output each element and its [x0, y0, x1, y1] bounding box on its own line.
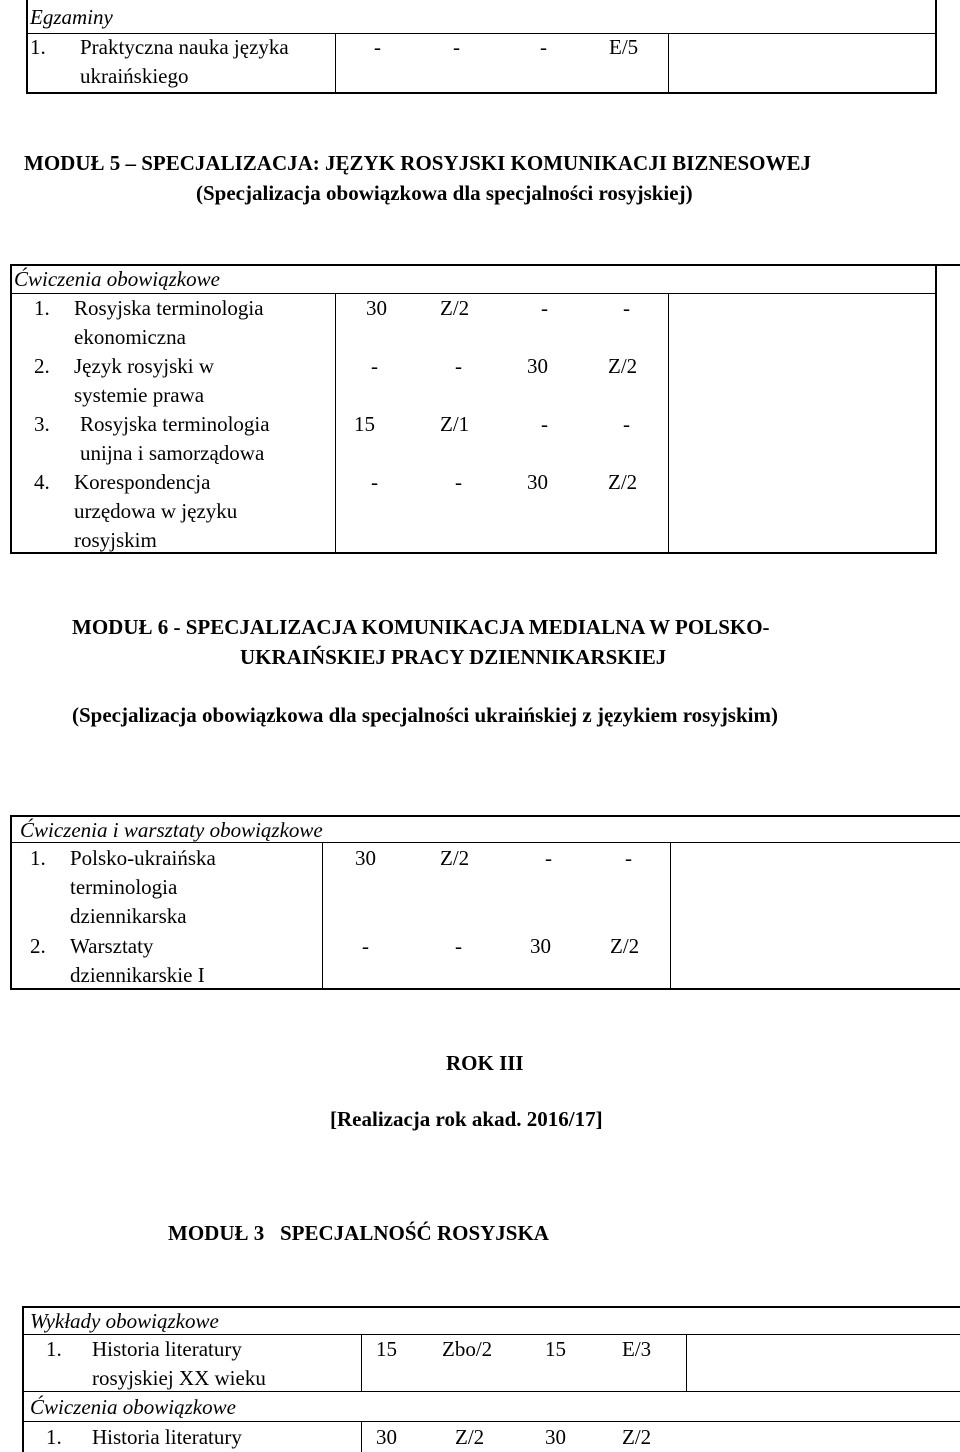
modul6-title-cont: UKRAIŃSKIEJ PRACY DZIENNIKARSKIEJ [240, 645, 667, 669]
col-3: 30 [545, 1425, 566, 1449]
col-4: Z/2 [608, 470, 638, 494]
year-title: ROK III [446, 1051, 524, 1075]
modul5-subtitle: (Specjalizacja obowiązkowa dla specjalności rosyjskiej) [196, 181, 693, 205]
col-4: Z/2 [610, 934, 640, 958]
course-name-cont: dziennikarskie I [70, 963, 205, 987]
col-1: - [374, 35, 381, 59]
col-2: - [455, 934, 462, 958]
modul6-subtitle: (Specjalizacja obowiązkowa dla specjalności ukraińskiej z językiem rosyjskim) [72, 703, 778, 727]
col-1: 30 [376, 1425, 397, 1449]
course-name: Rosyjska terminologia [80, 412, 270, 436]
course-name-cont: rosyjskiej XX wieku [92, 1366, 266, 1390]
row-number: 1. [46, 1337, 62, 1361]
col-3: - [541, 296, 548, 320]
col-2: - [453, 35, 460, 59]
modul6-title: MODUŁ 6 - SPECJALIZACJA KOMUNIKACJA MEDIALNA W POLSKO- [72, 615, 770, 639]
col-1: - [371, 470, 378, 494]
col-3: - [541, 412, 548, 436]
row-number: 2. [30, 934, 46, 958]
course-name-cont: urzędowa w języku [74, 499, 238, 523]
col-3: 30 [527, 470, 548, 494]
course-name: Praktyczna nauka języka [80, 35, 289, 59]
col-4: Z/2 [608, 354, 638, 378]
col-2: Zbo/2 [442, 1337, 493, 1361]
col-2: Z/2 [440, 846, 470, 870]
cwiczenia-header: Ćwiczenia obowiązkowe [30, 1395, 236, 1419]
col-4: E/3 [622, 1337, 652, 1361]
row-number: 3. [34, 412, 50, 436]
egzaminy-header: Egzaminy [30, 5, 113, 29]
row-number: 4. [34, 470, 50, 494]
course-name: Rosyjska terminologia [74, 296, 264, 320]
course-name-cont: systemie prawa [74, 383, 205, 407]
col-4: - [625, 846, 632, 870]
modul6-table-header: Ćwiczenia i warsztaty obowiązkowe [20, 818, 323, 842]
row-number: 1. [46, 1425, 62, 1449]
col-4: Z/2 [622, 1425, 652, 1449]
realization-note: [Realizacja rok akad. 2016/17] [330, 1107, 603, 1131]
col-1: 15 [354, 412, 375, 436]
col-3: - [540, 35, 547, 59]
col-1: - [362, 934, 369, 958]
course-name-cont: dziennikarska [70, 904, 187, 928]
course-name: Korespondencja [74, 470, 211, 494]
row-number: 1. [34, 296, 50, 320]
course-name: Polsko-ukraińska [70, 846, 216, 870]
col-4: - [623, 412, 630, 436]
course-name-cont: rosyjskim [74, 528, 157, 552]
col-3: 15 [545, 1337, 566, 1361]
modul3-title: MODUŁ 3 SPECJALNOŚĆ ROSYJSKA [168, 1221, 549, 1245]
modul5-table-header: Ćwiczenia obowiązkowe [14, 267, 220, 291]
modul5-title: MODUŁ 5 – SPECJALIZACJA: JĘZYK ROSYJSKI KOMUNIKACJI BIZNESOWEJ [24, 151, 812, 175]
course-name: Język rosyjski w [74, 354, 214, 378]
col-1: 30 [355, 846, 376, 870]
wyklady-header: Wykłady obowiązkowe [30, 1309, 219, 1333]
col-2: Z/2 [440, 296, 470, 320]
col-3: 30 [527, 354, 548, 378]
row-number: 2. [34, 354, 50, 378]
col-2: - [455, 354, 462, 378]
col-3: 30 [530, 934, 551, 958]
col-1: 15 [376, 1337, 397, 1361]
course-name-cont: unijna i samorządowa [80, 441, 265, 465]
col-2: Z/1 [440, 412, 470, 436]
course-name: Warsztaty [70, 934, 154, 958]
col-2: - [455, 470, 462, 494]
course-name-cont: ekonomiczna [74, 325, 186, 349]
row-number: 1. [30, 846, 46, 870]
course-name: Historia literatury [92, 1425, 242, 1449]
col-1: - [371, 354, 378, 378]
course-name-cont: ukraińskiego [80, 64, 189, 88]
col-4: - [623, 296, 630, 320]
col-2: Z/2 [455, 1425, 485, 1449]
row-number: 1. [30, 35, 46, 59]
col-3: - [545, 846, 552, 870]
course-name-cont: terminologia [70, 875, 178, 899]
col-1: 30 [366, 296, 387, 320]
course-name: Historia literatury [92, 1337, 242, 1361]
col-4: E/5 [609, 35, 639, 59]
